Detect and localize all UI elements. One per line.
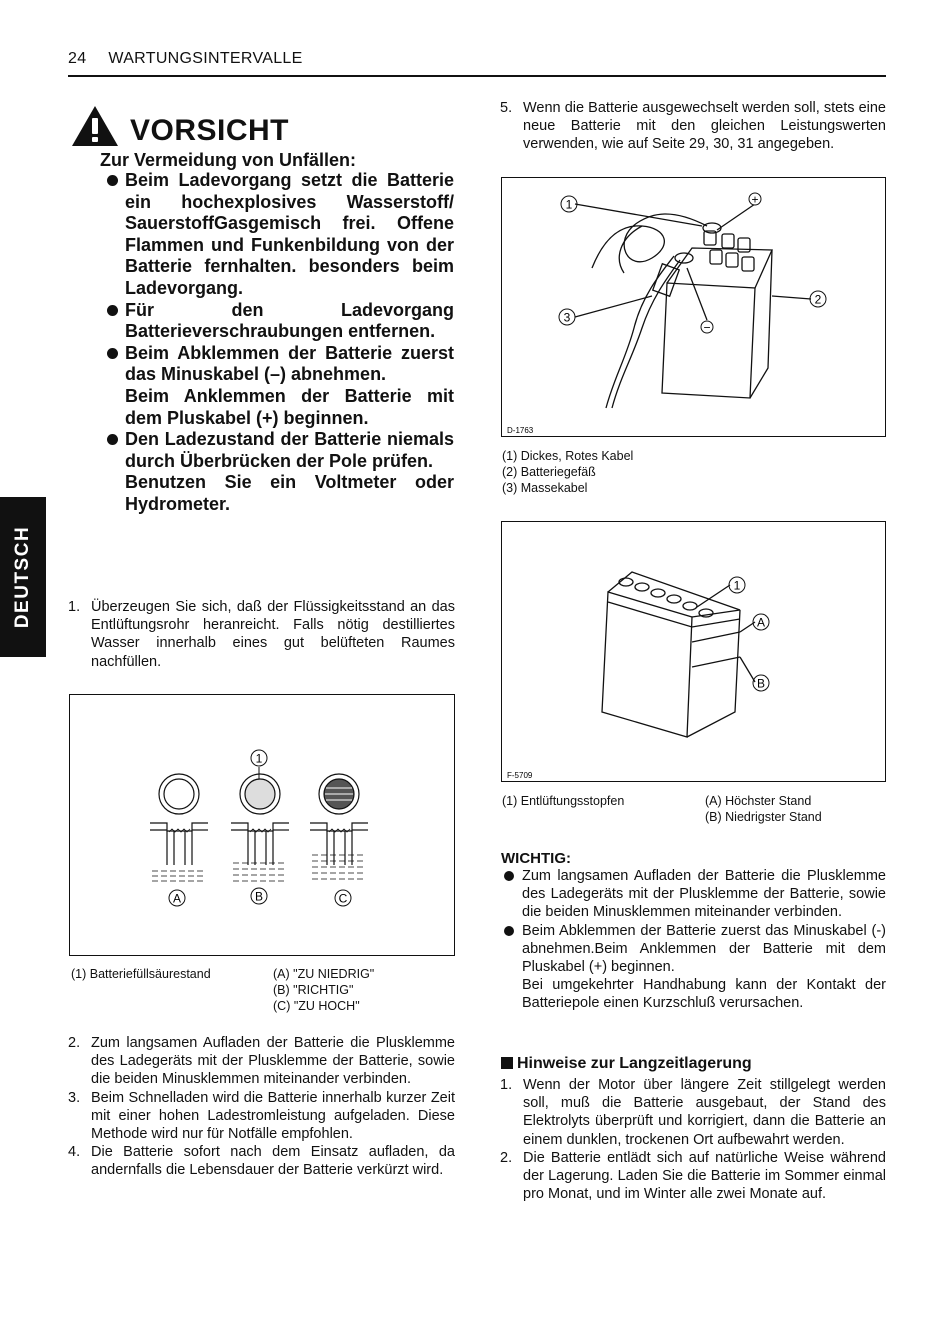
caution-text: Beim Abklemmen der Batterie zuerst das Minuskabel (–) abnehmen. [125,342,454,385]
step-number: 2. [500,1149,513,1166]
callout-b: B [254,889,264,904]
storage-item [500,1076,886,1149]
fluid-level-illustration [70,695,454,955]
fluid-level-caption-left [71,966,211,982]
storage-list [500,1076,886,1203]
language-tab-label: DEUTSCH [12,525,33,629]
storage-title: Hinweise zur Langzeitlagerung [517,1055,752,1072]
callout-b: B [756,676,766,691]
caution-text: Beim Anklemmen der Batterie mit dem Pluskabel (+) beginnen. [125,385,454,428]
important-text: Bei umgekehrter Handhabung kann der Kontakt der Batteriepole einen Kurzschluß verursachen. [522,977,886,1012]
caption-line: (1) Entlüftungsstopfen [502,794,625,808]
battery-cable-caption [502,448,633,496]
page-header [68,50,303,68]
bullet-icon [504,871,514,881]
square-bullet-icon [501,1057,513,1069]
caution-item [102,300,454,343]
caption-line: (C) "ZU HOCH" [273,999,360,1013]
battery-level-figure [501,521,886,782]
bullet-icon [107,175,118,186]
steps-list-2 [68,1034,455,1180]
step-number: 5. [500,100,513,116]
step-item [68,1143,455,1179]
header-rule [68,75,886,77]
caution-item [102,343,454,429]
important-list [501,867,886,1013]
step-text: Beim Schnelladen wird die Batterie innerhalb kurzer Zeit mit einer hohen Ladestromleistung aufgeladen. Diese Methode wird nur für Notfälle empfohlen. [91,1089,455,1143]
figure-code: D-1763 [507,426,534,435]
bullet-icon [504,926,514,936]
step-item [68,1034,455,1089]
caption-line: (B) "RICHTIG" [273,983,354,997]
step-text: Die Batterie sofort nach dem Einsatz aufladen, da andernfalls die Lebensdauer der Batterie verkürzt wird. [91,1144,455,1179]
step-number: 1. [68,599,81,615]
important-item [501,867,886,922]
battery-cable-figure [501,177,886,437]
caution-subtitle: Zur Vermeidung von Unfällen: [100,150,357,170]
language-tab [0,497,46,657]
bullet-icon [107,348,118,359]
battery-level-caption-right [705,793,822,825]
caption-line: (1) Batteriefüllsäurestand [71,967,211,981]
steps-list-5 [500,99,886,154]
step-text: Überzeugen Sie sich, daß der Flüssigkeitsstand an das Entlüftungsrohr heranreicht. Falls nötig destilliertes Wasser innerhalb eines gut belüfteten Raumes nachfüllen. [91,599,455,670]
storage-item [500,1149,886,1204]
caution-list [102,170,454,516]
caution-text: Beim Ladevorgang setzt die Batterie ein hochexplosives Wasserstoff/ SauerstoffGasgemisch frei. Offene Flammen und Funkenbildung von der Batterie fernhalten. besonders beim Ladevorgang. [125,170,454,298]
important-text: Zum langsamen Aufladen der Batterie die Plusklemme des Ladegeräts mit der Plusklemme der Batterie, sowie die beiden Minusklemmen miteinander verbinden. [522,868,886,921]
callout-1: 1 [565,197,573,212]
callout-1: 1 [255,751,263,766]
battery-cable-illustration [502,178,885,436]
caption-line: (A) "ZU NIEDRIG" [273,967,375,981]
step-text: Wenn die Batterie ausgewechselt werden soll, stets eine neue Batterie mit den gleichen Leistungswerten verwenden, wie auf Seite 29, 30, 31 angegeben. [523,100,886,153]
plus-terminal-label: + [751,192,759,207]
page-number: 24 [68,50,87,67]
caption-line: (3) Massekabel [502,481,588,495]
important-text: Beim Abklemmen der Batterie zuerst das Minuskabel (-) abnehmen.Beim Anklemmen der Batterie mit dem Pluskabel (+) beginnen. [522,922,886,976]
caption-line: (2) Batteriegefäß [502,465,596,479]
page-title: WARTUNGSINTERVALLE [108,50,303,67]
callout-c: C [338,891,348,906]
step-text: Die Batterie entlädt sich auf natürliche Weise während der Lagerung. Laden Sie die Batterie im Sommer einmal pro Monat, und im Winter alle zwei Monate auf. [523,1149,886,1203]
step-number: 4. [68,1144,81,1161]
callout-2: 2 [814,292,822,307]
step-item [68,1089,455,1144]
caution-item [102,170,454,300]
step-number: 2. [68,1035,81,1051]
step-item [500,99,886,154]
figure-code: F-5709 [507,771,533,780]
caution-text: Den Ladezustand der Batterie niemals durch Überbrücken der Pole prüfen. [125,429,454,471]
callout-a: A [172,891,182,906]
step-text: Zum langsamen Aufladen der Batterie die Plusklemme des Ladegeräts mit der Plusklemme der Batterie, sowie die beiden Minusklemmen miteinander verbinden. [91,1035,455,1088]
bullet-icon [107,434,118,445]
storage-heading [501,1055,752,1073]
important-title: WICHTIG: [501,850,571,867]
warning-triangle-icon [70,104,120,148]
caption-line: (1) Dickes, Rotes Kabel [502,449,634,463]
fluid-level-figure [69,694,455,956]
step-number: 3. [68,1089,81,1106]
bullet-icon [107,305,118,316]
fluid-level-caption-right [273,966,374,1014]
minus-terminal-label: − [703,320,711,335]
caution-text: Benutzen Sie ein Voltmeter oder Hydrometer. [125,472,454,514]
steps-list-1 [68,598,455,671]
caution-title: VORSICHT [130,114,290,147]
caution-text: Für den Ladevorgang Batterieverschraubungen entfernen. [125,299,454,342]
step-number: 1. [500,1077,513,1093]
important-item [501,922,886,1013]
callout-1: 1 [733,578,741,593]
caption-line: (B) Niedrigster Stand [705,810,822,824]
battery-level-caption-left [502,793,624,809]
callout-3: 3 [563,310,571,325]
step-text: Wenn der Motor über längere Zeit stillgelegt werden soll, muß die Batterie ausgebaut, der Stand des Elektrolyts überprüft und korrigiert, dann die Batterie an einem dunklen, trockenen Ort aufbewahrt werden. [523,1077,886,1148]
caption-line: (A) Höchster Stand [705,794,812,808]
battery-level-illustration [502,522,885,781]
step-item [68,598,455,671]
callout-a: A [756,615,766,630]
caution-item [102,429,454,515]
